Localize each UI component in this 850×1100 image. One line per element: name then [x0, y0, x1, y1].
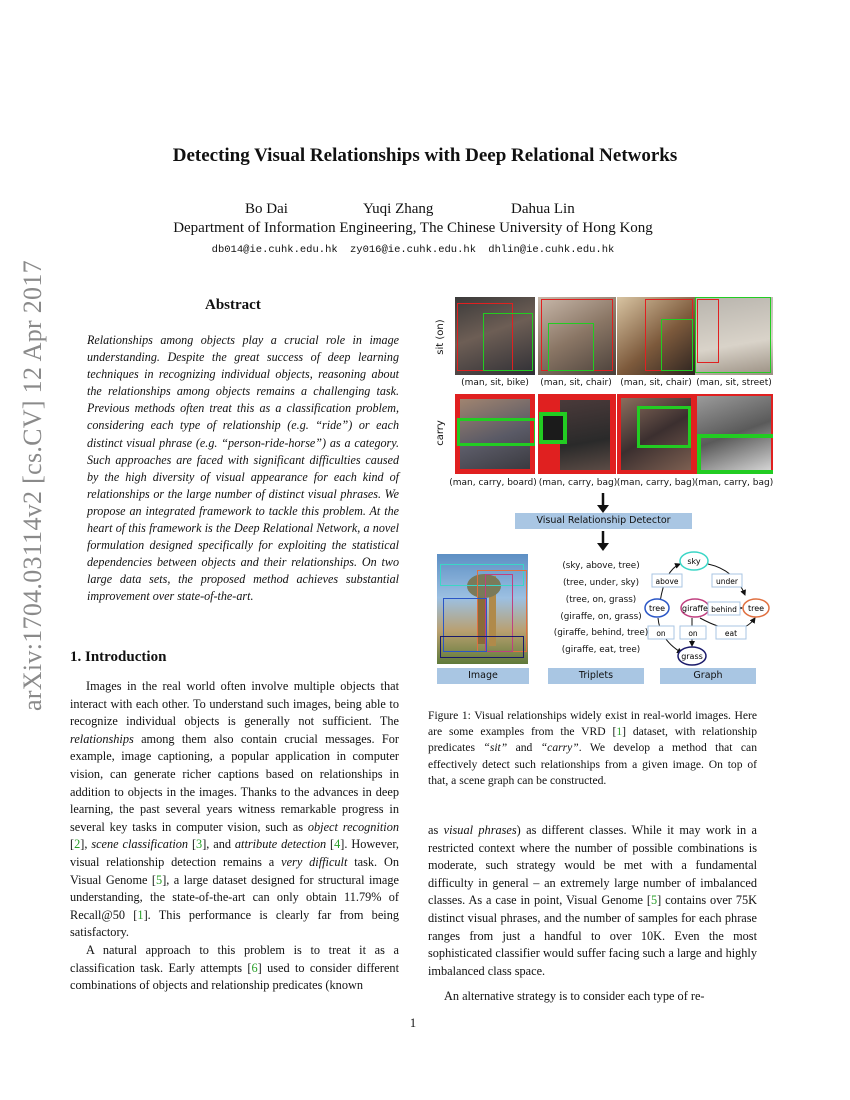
citation-link[interactable]: 5 [156, 872, 163, 887]
photo-caption: (man, carry, board) [449, 478, 537, 488]
photo-caption: (man, sit, chair) [540, 378, 612, 388]
page-number: 1 [409, 1016, 417, 1030]
triplets-label: Triplets [548, 668, 644, 684]
caption-prefix: Figure 1: [428, 709, 475, 722]
author-emails: db014@ie.cuhk.edu.hk zy016@ie.cuhk.edu.hk dhlin@ie.cuhk.edu.hk [211, 244, 615, 256]
citation-link[interactable]: 4 [334, 837, 341, 852]
text-run: and [515, 741, 541, 755]
emphasis: object recognition [307, 819, 400, 834]
abstract-text: Relationships among objects play a crucial role in image understanding. Despite the great success of deep learning techniques in recognizing individual objects, reasoning about the relationships among objects remains a challenging task. Previous methods often treat this as a classification problem, considering each type of relationship (e.g. “ride”) or each distinct visual phrase (e.g. “person-ride-horse”) as a category. Such approaches are faced with significant difficulties caused by the high diversity of visual appearance for each kind of relationships or the large number of distinct visual phrases. We propose an integrated framework to tackle this problem. At the heart of this framework is the Deep Relational Network, a novel formulation designed specifically for exploiting the statistical dependencies between objects and their relationships. On two large data sets, the proposed method achieves substantial improvement over state-of-the-art. [87, 333, 399, 604]
emphasis: “carry” [540, 741, 579, 755]
graph-edge: under [716, 577, 738, 586]
text-run: Visual relationships widely exist in real-world images. Here are some examples from the VRD [ [428, 709, 757, 739]
graph-node: grass [681, 652, 703, 661]
photo-caption: (man, carry, bag) [538, 478, 618, 488]
paragraph [428, 822, 757, 980]
triplet-item: (sky, above, tree) [562, 561, 640, 571]
triplet-item: (giraffe, behind, tree) [553, 628, 649, 638]
scene-graph [640, 550, 775, 668]
emphasis: relationships [70, 731, 134, 746]
emphasis: “sit” [483, 741, 516, 755]
image-label: Image [437, 668, 529, 684]
example-photo [538, 297, 616, 375]
giraffe-image [437, 554, 528, 664]
text-run: . However, visual relationship detection remains a [70, 837, 399, 869]
citation-link[interactable]: 5 [650, 893, 658, 908]
graph-edge: on [688, 629, 698, 638]
example-photo [695, 394, 773, 474]
photo-caption: (man, carry, bag) [616, 478, 696, 488]
down-arrow-icon [593, 530, 613, 552]
graph-node: sky [687, 557, 701, 566]
triplet-item: (giraffe, eat, tree) [561, 645, 641, 655]
emphasis: visual phrases [443, 823, 517, 837]
graph-edge: above [655, 577, 679, 586]
example-photo [538, 394, 616, 474]
author-name: Yuqi Zhang [363, 201, 434, 217]
text-run: ] contains over 75K distinct visual phrases, and the number of samples for each phrase ranges from just a handful to over 10K. Even the most sophisticated classifier would suffer facing such a large and highly imbalanced class space. [428, 893, 757, 978]
text-run: A natural approach to this problem is to treat it as a classification task. Early attempts [ [70, 942, 399, 975]
graph-edge: on [656, 629, 666, 638]
graph-edge: eat [724, 629, 738, 638]
text-run: ]. This performance is clearly far from being satisfactory. [70, 907, 399, 940]
triplet-item: (tree, under, sky) [562, 578, 640, 588]
triplet-item: (giraffe, on, grass) [560, 612, 642, 622]
example-photo [617, 297, 695, 375]
citation-link[interactable]: 3 [196, 837, 203, 852]
example-photo [617, 394, 695, 474]
emphasis: attribute detection [234, 837, 327, 852]
example-photo [455, 394, 535, 474]
text-run: among them also contain crucial messages. For example, image captioning, a popular application in computer vision, can generate richer captions based on relationships in addition to objects in the images. Thanks to the advances in deep learning, the past several years witness remarkable progress in several key tasks in computer vision, such as [70, 731, 399, 834]
photo-caption: (man, carry, bag) [694, 478, 774, 488]
detector-box: Visual Relationship Detector [515, 513, 692, 529]
author-name: Dahua Lin [511, 201, 575, 217]
text-run: ] used to consider different combinations of objects and relationship predicates (known [70, 960, 399, 993]
text-run: ] dataset, with relationship predicates [428, 725, 757, 755]
example-photo [455, 297, 535, 375]
citation-link[interactable]: 2 [74, 837, 81, 852]
example-photo [695, 297, 773, 375]
row-label: carry [435, 420, 446, 446]
section-heading: 1. Introduction [70, 649, 167, 665]
text-run: . We develop a method that can effectively detect such relationships from a given image. On top of that, a scene graph can be constructed. [428, 741, 757, 787]
arxiv-identifier: arXiv:1704.03114v2 [cs.CV] 12 Apr 2017 [18, 260, 47, 711]
intro-column-left [70, 678, 399, 995]
photo-caption: (man, sit, bike) [461, 378, 529, 388]
citation-link[interactable]: 6 [251, 960, 258, 975]
figure-caption [428, 708, 757, 789]
emphasis: very difficult [281, 854, 348, 869]
photo-caption: (man, sit, chair) [620, 378, 692, 388]
text-run: Images in the real world often involve multiple objects that interact with each other. To understand such images, being able to recognize individual objects is generally not sufficient. The [70, 679, 399, 729]
paragraph: An alternative strategy is to consider each type of re- [444, 989, 705, 1004]
graph-node: giraffe [682, 604, 708, 613]
intro-column-right [428, 822, 757, 1006]
graph-edge: behind [711, 605, 737, 614]
text-run: task. On Visual Genome [ [70, 854, 399, 887]
photo-caption: (man, sit, street) [696, 378, 772, 388]
down-arrow-icon [593, 492, 613, 514]
citation-link[interactable]: 1 [616, 725, 623, 739]
emphasis: scene classification [91, 837, 189, 852]
abstract-heading: Abstract [205, 297, 261, 313]
text-run: ], a large dataset designed for structural image understanding, the state-of-the-art can only obtain 11.79% of Recall@50 [ [70, 872, 399, 922]
paragraph [70, 942, 399, 995]
paper-title: Detecting Visual Relationships with Deep Relational Networks [172, 145, 678, 166]
paragraph: Images in the real world often involve multiple objects that interact with each other. To understand such images, being able to recognize individual objects is generally not sufficient. The relationships among them also contain crucial messages. For example, image captioning, a popular application in computer vision, can generate richer captions based on relationships in addition to objects in the images. Thanks to the advances in deep learning, the past several years witness remarkable progress in several key tasks in computer vision, such as object recognition [2], scene classification [3], and attribute detection [4]. However, visual relationship detection remains a very difficult task. On Visual Genome [5], a large dataset designed for structural image understanding, the state-of-the-art can only obtain 11.79% of Recall@50 [1]. This performance is clearly far from being satisfactory. [70, 679, 400, 940]
affiliation: Department of Information Engineering, The Chinese University of Hong Kong [173, 220, 653, 236]
graph-node: tree [648, 604, 666, 613]
text-run: as [428, 823, 444, 837]
author-name: Bo Dai [245, 201, 288, 217]
graph-node: tree [747, 604, 765, 613]
row-label: sit (on) [435, 319, 446, 355]
text-run: ) as different classes. While it may work in a restricted context where the number of possible combinations is moderate, such strategy would be met with a fundamental difficulty in general – an extremely large number of imbalanced classes. As a case in point, Visual Genome [ [428, 823, 757, 908]
graph-label: Graph [660, 668, 756, 684]
citation-link[interactable]: 1 [137, 907, 144, 922]
triplet-item: (tree, on, grass) [565, 595, 637, 605]
